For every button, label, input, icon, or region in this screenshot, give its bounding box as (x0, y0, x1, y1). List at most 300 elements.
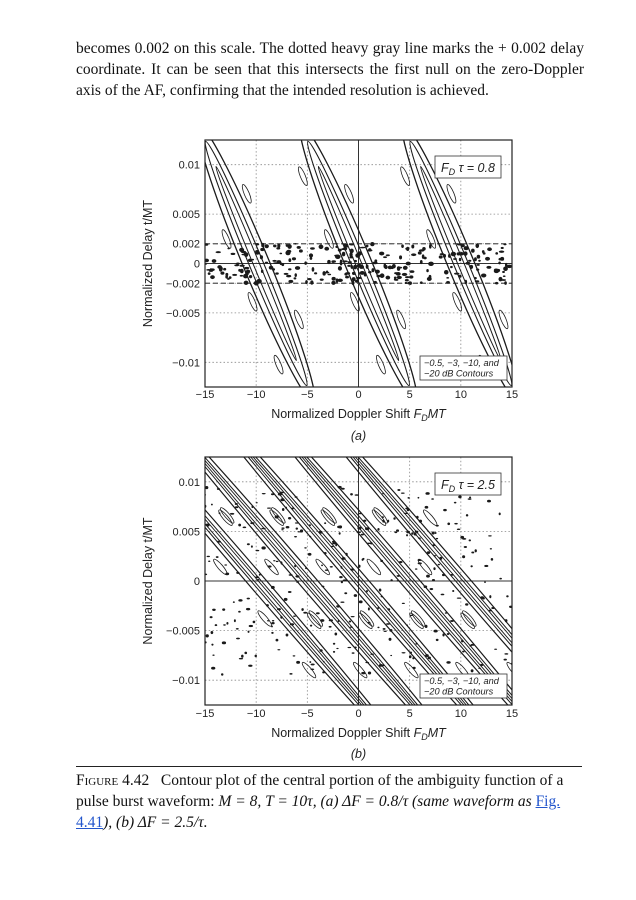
speckle-dot (446, 661, 450, 664)
speckle-dot (484, 582, 486, 583)
speckle-dot (243, 526, 247, 528)
speckle-dot (430, 588, 434, 590)
speckle-dot (215, 624, 218, 626)
speckle-dot (350, 569, 354, 571)
speckle-dot (340, 259, 342, 263)
speckle-dot (465, 262, 470, 265)
speckle-dot (271, 632, 273, 634)
speckle-dot (474, 257, 477, 261)
speckle-dot (341, 581, 343, 584)
speckle-dot (367, 622, 370, 624)
figure-link[interactable]: Fig. 4.41 (76, 793, 561, 831)
speckle-dot (286, 275, 291, 277)
speckle-dot (478, 260, 481, 262)
caption-text: Contour plot of the central portion of the ambiguity function of a pulse burst waveform: (76, 772, 564, 810)
speckle-dot (330, 566, 333, 568)
speckle-dot (259, 574, 261, 576)
speckle-dot (499, 578, 502, 580)
speckle-dot (238, 611, 241, 613)
y-tick-label: 0 (193, 576, 200, 588)
speckle-dot (271, 622, 274, 624)
speckle-dot (362, 558, 364, 560)
speckle-dot (432, 544, 435, 546)
speckle-dot (446, 281, 450, 284)
speckle-dot (344, 273, 347, 276)
speckle-dot (505, 263, 507, 267)
speckle-dot (330, 546, 333, 547)
speckle-dot (310, 625, 312, 627)
y-tick-label: −0.005 (166, 307, 200, 320)
speckle-dot (354, 260, 357, 262)
speckle-dot (433, 555, 436, 556)
x-axis-label: Normalized Doppler Shift $F_DMT$ (271, 726, 446, 742)
speckle-dot (221, 673, 223, 675)
speckle-dot (304, 547, 307, 548)
speckle-dot (419, 520, 422, 523)
speckle-dot (501, 247, 504, 249)
speckle-dot (334, 255, 339, 257)
legend-line-1: −20 dB Contours (424, 368, 494, 379)
speckle-dot (206, 525, 209, 527)
speckle-dot (428, 262, 433, 266)
speckle-dot (333, 643, 335, 645)
speckle-dot (309, 536, 311, 538)
speckle-dot (271, 625, 273, 627)
speckle-dot (450, 574, 453, 576)
speckle-dot (499, 277, 503, 281)
speckle-dot (336, 605, 340, 607)
y-axis-label: Normalized Delay t/MT (141, 517, 155, 645)
speckle-dot (262, 493, 266, 494)
speckle-dot (352, 272, 356, 275)
speckle-dot (358, 565, 360, 568)
annotation-text: $F_D$ τ = 2.5 (441, 478, 495, 494)
speckle-dot (399, 561, 403, 563)
speckle-dot (426, 269, 428, 272)
speckle-dot (225, 573, 229, 576)
speckle-dot (277, 649, 280, 650)
speckle-dot (311, 669, 315, 671)
speckle-dot (257, 579, 259, 580)
speckle-dot (324, 552, 327, 554)
speckle-dot (361, 534, 364, 536)
y-axis-label: Normalized Delay t/MT (141, 199, 155, 328)
speckle-dot (458, 495, 461, 498)
speckle-dot (239, 265, 244, 267)
speckle-dot (392, 264, 396, 268)
speckle-dot (227, 248, 230, 250)
speckle-dot (336, 648, 338, 649)
speckle-dot (416, 516, 419, 519)
speckle-dot (458, 275, 462, 278)
speckle-dot (211, 667, 215, 670)
speckle-dot (507, 265, 512, 268)
speckle-dot (476, 268, 479, 270)
speckle-dot (444, 270, 449, 275)
speckle-dot (462, 538, 466, 540)
speckle-dot (324, 522, 326, 524)
speckle-dot (489, 610, 492, 612)
speckle-dot (397, 580, 400, 582)
speckle-dot (248, 665, 252, 667)
speckle-dot (238, 599, 242, 602)
speckle-dot (405, 279, 409, 281)
speckle-dot (381, 596, 383, 598)
speckle-dot (226, 622, 228, 625)
speckle-dot (305, 280, 308, 284)
speckle-dot (245, 272, 250, 274)
speckle-dot (293, 616, 296, 617)
speckle-dot (406, 531, 410, 534)
speckle-dot (322, 671, 325, 673)
speckle-dot (284, 273, 289, 275)
speckle-dot (261, 269, 263, 273)
speckle-dot (487, 247, 492, 251)
speckle-dot (309, 661, 311, 663)
speckle-dot (249, 625, 253, 627)
speckle-dot (494, 269, 499, 272)
speckle-dot (215, 251, 221, 253)
speckle-dot (240, 275, 243, 277)
speckle-dot (289, 574, 293, 576)
speckle-dot (275, 515, 279, 518)
speckle-dot (280, 263, 283, 265)
figure-caption (76, 770, 588, 833)
speckle-dot (331, 261, 334, 263)
speckle-dot (329, 619, 333, 621)
speckle-dot (405, 248, 408, 250)
speckle-dot (488, 535, 492, 536)
x-tick-label: −10 (246, 389, 266, 401)
legend-line-0: −0.5, −3, −10, and (424, 358, 499, 368)
speckle-dot (255, 243, 259, 245)
speckle-dot (471, 669, 474, 672)
speckle-dot (498, 262, 501, 265)
body-paragraph: becomes 0.002 on this scale. The dotted heavy gray line marks the + 0.002 delay coordinate. It can be seen that this intersects the first null on the zero-Doppler axis of the AF, confirming that the intended resolution is achieved. (76, 40, 584, 99)
speckle-dot (357, 531, 361, 533)
speckle-dot (310, 280, 313, 284)
speckle-dot (293, 655, 296, 656)
speckle-dot (232, 274, 237, 276)
speckle-dot (347, 265, 351, 267)
speckle-dot (297, 246, 301, 249)
speckle-dot (370, 654, 374, 655)
sidelobe-contour (510, 612, 527, 630)
speckle-dot (401, 244, 404, 248)
speckle-dot (383, 256, 387, 258)
speckle-dot (212, 259, 217, 263)
speckle-dot (406, 534, 408, 536)
speckle-dot (432, 579, 435, 581)
speckle-dot (255, 655, 257, 658)
speckle-dot (469, 265, 473, 269)
speckle-dot (325, 569, 329, 571)
speckle-dot (452, 590, 454, 592)
x-tick-label: 0 (355, 708, 362, 720)
speckle-dot (255, 251, 260, 255)
speckle-dot (504, 653, 508, 655)
speckle-dot (380, 560, 383, 562)
sidelobe-contour (349, 292, 361, 312)
y-tick-label: −0.005 (166, 625, 200, 638)
speckle-dot (321, 565, 323, 567)
speckle-dot (288, 258, 291, 262)
speckle-dot (427, 551, 431, 554)
speckle-dot (406, 262, 411, 266)
speckle-dot (383, 263, 386, 268)
speckle-dot (435, 532, 437, 534)
speckle-dot (319, 531, 323, 534)
speckle-dot (440, 558, 442, 560)
speckle-dot (401, 492, 405, 493)
speckle-dot (463, 251, 467, 256)
x-tick-label: 5 (406, 389, 413, 401)
speckle-dot (231, 253, 236, 255)
speckle-dot (230, 513, 234, 515)
speckle-dot (296, 661, 300, 664)
speckle-dot (477, 255, 481, 259)
speckle-dot (475, 280, 480, 282)
speckle-dot (346, 553, 348, 556)
speckle-dot (212, 609, 216, 611)
speckle-dot (386, 276, 391, 280)
speckle-dot (393, 517, 395, 520)
speckle-dot (359, 265, 364, 269)
speckle-dot (349, 244, 354, 246)
speckle-dot (281, 527, 284, 529)
speckle-dot (409, 275, 413, 278)
speckle-dot (407, 497, 409, 499)
speckle-dot (244, 652, 247, 655)
speckle-dot (340, 602, 344, 603)
speckle-dot (457, 243, 462, 245)
speckle-dot (454, 273, 459, 275)
speckle-dot (267, 620, 270, 621)
speckle-dot (271, 493, 274, 495)
speckle-dot (422, 254, 425, 258)
speckle-dot (402, 652, 406, 653)
speckle-dot (475, 549, 477, 552)
speckle-dot (382, 493, 384, 494)
caption-math-2: ), (b) ΔF = 2.5/τ. (103, 814, 208, 831)
speckle-dot (383, 628, 386, 630)
speckle-dot (506, 595, 508, 597)
speckle-dot (440, 253, 445, 255)
speckle-dot (319, 245, 324, 250)
y-tick-label: 0.01 (178, 476, 200, 489)
speckle-dot (382, 520, 384, 523)
speckle-dot (273, 262, 279, 264)
speckle-dot (355, 494, 359, 496)
speckle-dot (210, 268, 213, 271)
speckle-dot (333, 651, 335, 653)
speckle-dot (368, 607, 370, 610)
speckle-dot (225, 273, 228, 276)
speckle-dot (471, 249, 475, 253)
speckle-dot (342, 260, 347, 262)
speckle-dot (436, 525, 439, 527)
speckle-dot (265, 262, 268, 264)
speckle-dot (361, 672, 365, 674)
speckle-dot (411, 245, 414, 249)
x-tick-label: −15 (195, 708, 215, 720)
speckle-dot (286, 634, 289, 637)
speckle-dot (407, 282, 411, 285)
speckle-dot (307, 278, 312, 280)
speckle-dot (464, 246, 469, 250)
speckle-dot (368, 248, 371, 251)
speckle-dot (433, 567, 435, 570)
speckle-dot (426, 575, 430, 578)
speckle-dot (443, 509, 447, 511)
speckle-dot (416, 643, 418, 645)
speckle-dot (344, 592, 347, 594)
speckle-dot (316, 612, 320, 614)
speckle-dot (465, 280, 467, 285)
speckle-dot (290, 623, 294, 625)
speckle-dot (337, 526, 341, 529)
speckle-dot (256, 502, 258, 503)
speckle-dot (325, 272, 329, 274)
speckle-dot (428, 657, 431, 660)
speckle-dot (294, 565, 296, 568)
speckle-dot (410, 615, 413, 616)
y-tick-label: 0.005 (172, 526, 200, 539)
speckle-dot (450, 266, 453, 268)
sidelobe-contour (352, 661, 369, 679)
speckle-dot (436, 639, 439, 641)
speckle-dot (278, 493, 282, 496)
sidelobe-contour (505, 661, 522, 679)
speckle-dot (236, 638, 240, 640)
speckle-dot (335, 246, 338, 248)
speckle-dot (303, 612, 307, 614)
sidelobe-contour (451, 292, 463, 312)
speckle-dot (343, 579, 347, 581)
speckle-dot (265, 244, 269, 248)
sidelobe-contour (375, 354, 387, 374)
speckle-dot (450, 620, 454, 622)
speckle-dot (505, 619, 508, 622)
speckle-dot (503, 275, 506, 277)
speckle-dot (481, 273, 486, 277)
speckle-dot (300, 529, 303, 532)
speckle-dot (431, 498, 434, 500)
speckle-dot (405, 276, 410, 278)
speckle-dot (272, 260, 276, 262)
speckle-dot (370, 242, 374, 246)
speckle-dot (295, 522, 299, 523)
sidelobe-contour (168, 506, 185, 524)
speckle-dot (404, 513, 408, 514)
speckle-dot (341, 566, 343, 569)
speckle-dot (295, 273, 297, 277)
speckle-dot (338, 266, 342, 270)
sidelobe-contour (403, 661, 420, 679)
speckle-dot (457, 598, 461, 599)
y-tick-label: 0.01 (178, 159, 200, 172)
speckle-dot (339, 576, 342, 578)
speckle-dot (236, 628, 239, 630)
x-tick-label: 0 (355, 389, 362, 401)
speckle-dot (351, 616, 355, 617)
y-tick-label: −0.01 (172, 357, 200, 370)
speckle-dot (351, 265, 353, 269)
speckle-dot (447, 633, 450, 635)
speckle-dot (476, 264, 480, 266)
speckle-dot (320, 619, 324, 622)
speckle-dot (338, 486, 342, 489)
speckle-dot (341, 488, 345, 490)
speckle-dot (236, 572, 239, 574)
speckle-dot (480, 596, 484, 599)
speckle-dot (344, 246, 349, 248)
speckle-dot (439, 255, 443, 258)
x-tick-label: 10 (454, 708, 467, 720)
speckle-dot (261, 546, 265, 549)
speckle-dot (420, 281, 423, 284)
x-tick-label: −10 (246, 708, 266, 720)
speckle-dot (287, 244, 291, 246)
speckle-dot (294, 243, 296, 245)
speckle-dot (291, 508, 294, 510)
speckle-dot (454, 502, 456, 504)
speckle-dot (248, 631, 250, 633)
speckle-dot (446, 277, 449, 279)
legend-line-0: −0.5, −3, −10, and (424, 676, 499, 686)
speckle-dot (349, 256, 353, 258)
speckle-dot (462, 555, 465, 558)
speckle-dot (448, 254, 451, 258)
speckle-dot (462, 651, 465, 653)
speckle-dot (409, 270, 414, 273)
speckle-dot (323, 661, 325, 662)
speckle-dot (353, 265, 357, 270)
speckle-dot (350, 626, 353, 627)
speckle-dot (368, 671, 371, 674)
speckle-dot (368, 271, 372, 273)
speckle-dot (397, 575, 401, 577)
caption-label: Figure 4.42 (76, 772, 150, 789)
speckle-dot (489, 595, 491, 598)
speckle-dot (251, 259, 254, 261)
speckle-dot (354, 594, 357, 597)
speckle-dot (241, 655, 244, 658)
speckle-dot (321, 586, 324, 588)
speckle-dot (424, 585, 428, 588)
speckle-dot (239, 658, 243, 659)
speckle-dot (339, 532, 341, 535)
speckle-dot (286, 526, 290, 528)
speckle-dot (402, 603, 405, 604)
speckle-dot (296, 581, 299, 582)
speckle-dot (503, 243, 506, 245)
speckle-dot (251, 506, 253, 508)
speckle-dot (389, 629, 392, 632)
y-tick-label: 0 (193, 258, 200, 271)
speckle-dot (314, 272, 317, 274)
speckle-dot (427, 277, 432, 281)
speckle-dot (345, 276, 349, 279)
sidelobe-contour (297, 166, 309, 186)
speckle-dot (360, 271, 365, 275)
speckle-dot (280, 616, 282, 619)
speckle-dot (239, 248, 244, 252)
speckle-dot (288, 517, 291, 519)
speckle-dot (288, 591, 292, 593)
speckle-dot (386, 623, 390, 625)
speckle-dot (409, 655, 412, 658)
